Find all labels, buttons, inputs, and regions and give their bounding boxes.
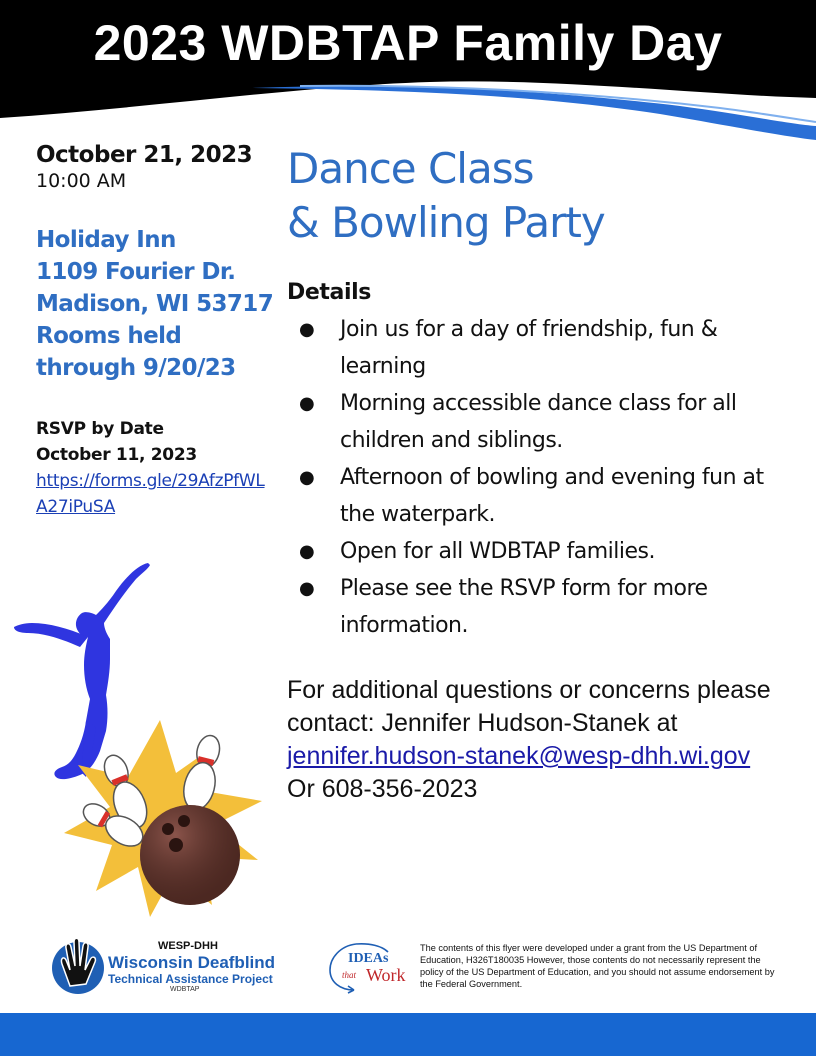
wdbtap-logo [48,936,278,996]
bullet-icon: ● [299,541,315,562]
details-list [287,311,797,644]
bullet-icon: ● [299,578,315,599]
page-title: 2023 WDBTAP Family Day [93,15,723,71]
logo-wesp-text: WESP-DHH [158,940,218,952]
venue-block [36,224,276,384]
event-title-line: Dance Class [287,144,534,193]
rsvp-date: October 11, 2023 [36,445,197,465]
bowling-ball-icon [140,805,240,905]
contact-block [287,674,797,806]
dancer-silhouette-icon [14,563,150,779]
venue-line: Madison, WI 53717 [36,291,274,317]
logo-ideas-text: IDEAs [348,951,389,966]
logo-tag-text: WDBTAP [170,986,200,993]
venue-line: through 9/20/23 [36,355,236,381]
rsvp-label: RSVP by Date [36,419,164,439]
venue-line: 1109 Fourier Dr. [36,259,236,285]
list-item: ● Please see the RSVP form for more information. [287,570,797,644]
bottom-bar [0,1013,816,1056]
bullet-icon: ● [299,393,315,414]
bullet-icon: ● [299,319,315,340]
ideas-that-work-logo [326,938,414,994]
logo-sub-text: Technical Assistance Project [108,972,273,986]
logo-that-text: that [342,970,357,980]
contact-email-link[interactable]: jennifer.hudson-stanek@wesp-dhh.wi.gov [287,742,751,770]
disclaimer-text: The contents of this flyer were developed under a grant from the US Department of Education, H326T180035 However, those contents do not necessarily represent the policy of the US Department of Education, and you should not assume endorsement by the Federal Government. [420,943,775,989]
list-item: ● Open for all WDBTAP families. [287,533,797,570]
contact-text: For additional questions or concerns please contact: Jennifer Hudson-Stanek at [287,676,771,737]
bullet-icon: ● [299,467,315,488]
event-artwork [0,555,280,925]
event-time: 10:00 AM [36,170,127,192]
contact-phone: Or 608-356-2023 [287,775,478,803]
venue-line: Rooms held [36,323,182,349]
logo-work-text: Work [366,965,406,985]
main-content [287,142,797,806]
event-title [287,142,797,250]
event-title-line: & Bowling Party [287,198,605,247]
details-heading: Details [287,280,371,305]
event-info-sidebar [36,142,276,520]
list-item: ● Join us for a day of friendship, fun & learning [287,311,797,385]
logo-name-text: Wisconsin Deafblind [108,953,276,972]
event-date: October 21, 2023 [36,142,253,168]
rsvp-block [36,416,276,520]
rsvp-link[interactable]: https://forms.gle/29AfzPfWLA27iPuSA [36,471,265,517]
list-item: ● Morning accessible dance class for all children and siblings. [287,385,797,459]
hands-logo-icon [48,936,106,996]
list-item: ● Afternoon of bowling and evening fun at the waterpark. [287,459,797,533]
venue-line: Holiday Inn [36,227,176,253]
